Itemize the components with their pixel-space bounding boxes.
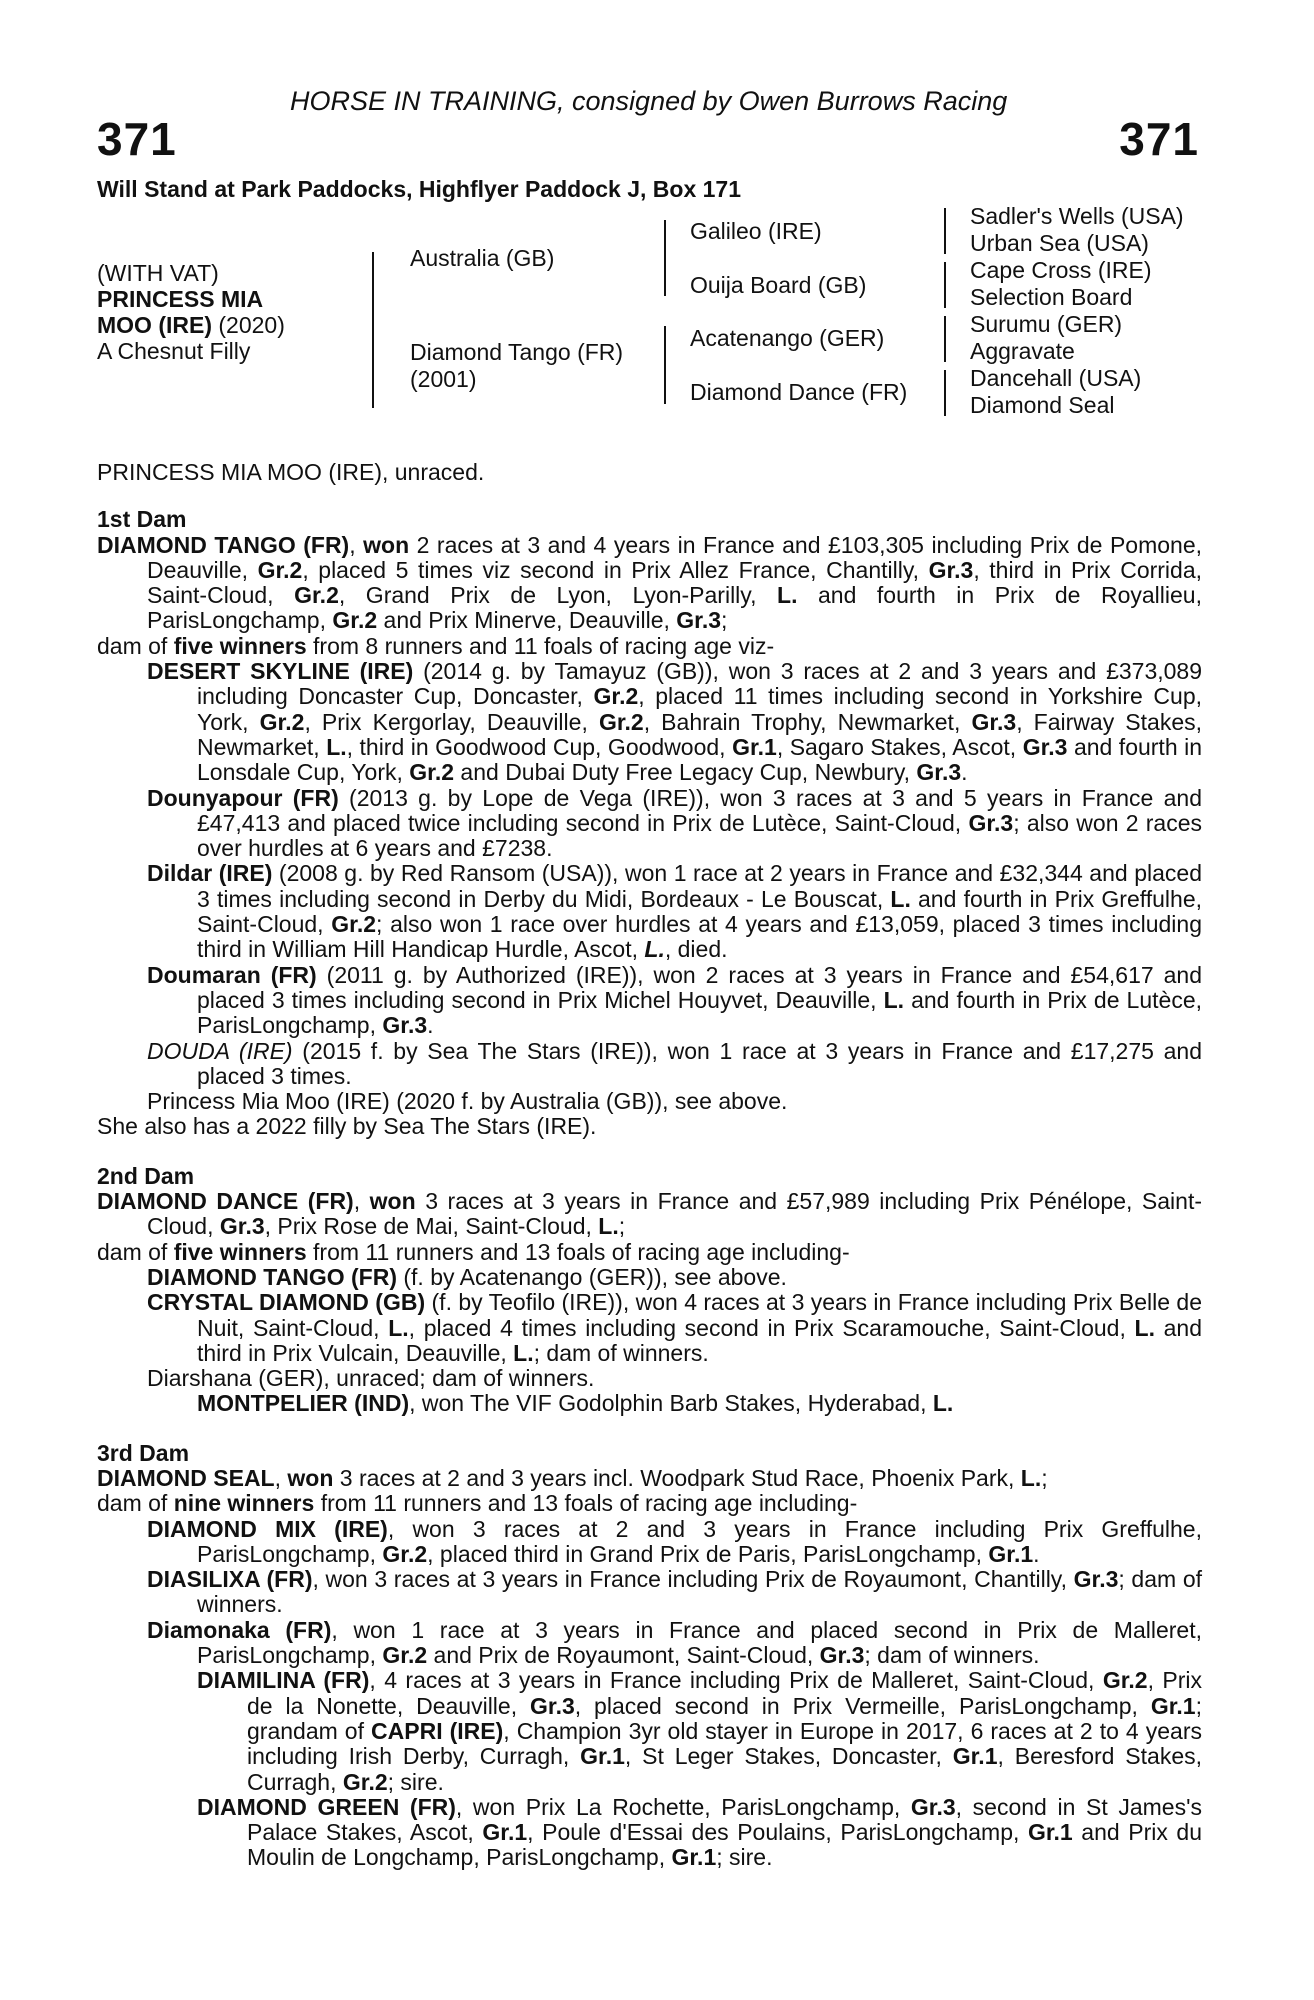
produce-diamonaka: Diamonaka (FR), won 1 race at 3 years in France and placed second in Prix de Malleret, ParisLongchamp, Gr.2 and Prix de Royaumont, Saint-Cloud, Gr.3; dam of winners. <box>147 1616 1202 1669</box>
horse-name-line2: MOO (IRE) (2020) <box>97 312 285 338</box>
produce-diamilina: DIAMILINA (FR), 4 races at 3 years in France including Prix de Malleret, Saint-Cloud, Gr.2, Prix de la Nonette, Deauville, Gr.3, placed second in Prix Vermeille, ParisLongchamp, Gr.1; grandam of CAPRI (IRE), Champion 3yr old stayer in Europe in 2017, 6 races at 2 to 4 years including Irish Derby, Curragh, Gr.1, St Leger Stakes, Doncaster, Gr.1, Beresford Stakes, Curragh, Gr.2; sire. <box>197 1667 1203 1795</box>
produce-douda: DOUDA (IRE) (2015 f. by Sea The Stars (IRE)), won 1 race at 3 years in France and £17,275 and placed 3 times. <box>147 1037 1202 1089</box>
produce-diarshana: Diarshana (GER), unraced; dam of winners. <box>147 1365 595 1392</box>
first-dam-entry: DIAMOND TANGO (FR), won 2 races at 3 and 4 years in France and £103,305 including Prix de Pomone, Deauville, Gr.2, placed 5 times viz second in Prix Allez France, Chantilly, Gr.3, third in Prix Corrida, Saint-Cloud, Gr.2, Grand Prix de Lyon, Lyon-Parilly, L. and fourth in Prix de Royallieu, ParisLongchamp, Gr.2 and Prix Minerve, Deauville, Gr.3; <box>97 531 1203 634</box>
first-dam-heading: 1st Dam <box>97 506 187 533</box>
consignor-heading: HORSE IN TRAINING, consigned by Owen Burrows Racing <box>290 86 1008 116</box>
ggdam-1: Urban Sea (USA) <box>970 230 1149 256</box>
produce-2022-filly: She also has a 2022 filly by Sea The Stars (IRE). <box>97 1113 597 1140</box>
produce-diasilixa: DIASILIXA (FR), won 3 races at 3 years in France including Prix de Royaumont, Chantilly, Gr.3; dam of winners. <box>147 1566 1202 1618</box>
horse-description: A Chesnut Filly <box>97 338 251 364</box>
sire: Australia (GB) <box>410 245 555 271</box>
produce-diamond-tango: DIAMOND TANGO (FR) (f. by Acatenango (GER)), see above. <box>147 1263 787 1290</box>
catalogue-body <box>97 460 1202 1871</box>
produce-doumaran: Doumaran (FR) (2011 g. by Authorized (IRE)), won 2 races at 3 years in France and £54,617 and placed 3 times including second in Prix Michel Houyvet, Deauville, L. and fourth in Prix de Lutèce, ParisLongchamp, Gr.3. <box>147 961 1203 1039</box>
brace-g3 <box>944 316 946 362</box>
dam-dam: Diamond Dance (FR) <box>690 379 908 405</box>
produce-crystal-diamond: CRYSTAL DIAMOND (GB) (f. by Teofilo (IRE)), won 4 races at 3 years in France including Prix Belle de Nuit, Saint-Cloud, L., placed 4 times including second in Prix Scaramouche, Saint-Cloud, L. and third in Prix Vulcain, Deauville, L.; dam of winners. <box>147 1289 1203 1366</box>
produce-diamond-mix: DIAMOND MIX (IRE), won 3 races at 2 and 3 years in France including Prix Greffulhe, ParisLongchamp, Gr.2, placed third in Grand Prix de Paris, ParisLongchamp, Gr.1. <box>147 1515 1202 1567</box>
sire-dam-brace <box>372 252 374 408</box>
produce-dounyapour: Dounyapour (FR) (2013 g. by Lope de Vega (IRE)), won 3 races at 3 and 5 years in France and £47,413 and placed twice including second in Prix de Lutèce, Saint-Cloud, Gr.3; also won 2 races over hurdles at 6 years and £7238. <box>147 784 1203 862</box>
lot-number-right: 371 <box>1119 113 1199 165</box>
produce-dildar: Dildar (IRE) (2008 g. by Red Ransom (USA)), won 1 race at 2 years in France and £32,344 and placed 3 times including second in Derby du Midi, Bordeaux - Le Bouscat, L. and fourth in Prix Greffulhe, Saint-Cloud, Gr.2; also won 1 race over hurdles at 4 years and £13,059, placed 3 times including third in William Hill Handicap Hurdle, Ascot, L., died. <box>147 860 1202 963</box>
sire-dam: Ouija Board (GB) <box>690 272 867 298</box>
produce-desert-skyline: DESERT SKYLINE (IRE) (2014 g. by Tamayuz (GB)), won 3 races at 2 and 3 years and £373,089 including Doncaster Cup, Doncaster, Gr.2, placed 11 times including second in Yorkshire Cup, York, Gr.2, Prix Kergorlay, Deauville, Gr.2, Bahrain Trophy, Newmarket, Gr.3, Fairway Stakes, Newmarket, L., third in Goodwood Cup, Goodwood, Gr.1, Sagaro Stakes, Ascot, Gr.3 and fourth in Lonsdale Cup, York, Gr.2 and Dubai Duty Free Legacy Cup, Newbury, Gr.3. <box>147 658 1203 786</box>
ggsire-4: Dancehall (USA) <box>970 365 1142 391</box>
stand-location: Will Stand at Park Paddocks, Highflyer Paddock J, Box 171 <box>97 176 741 202</box>
ggdam-3: Aggravate <box>970 338 1075 364</box>
produce-montpelier: MONTPELIER (IND), won The VIF Godolphin Barb Stakes, Hyderabad, L. <box>197 1390 954 1417</box>
brace-g1 <box>944 208 946 254</box>
third-dam-entry: DIAMOND SEAL, won 3 races at 2 and 3 years incl. Woodpark Stud Race, Phoenix Park, L.; <box>97 1464 1048 1491</box>
third-dam-produce: dam of nine winners from 11 runners and 13 foals of racing age including- <box>97 1490 858 1517</box>
unraced-note: PRINCESS MIA MOO (IRE), unraced. <box>97 459 485 485</box>
sire-sire: Galileo (IRE) <box>690 218 822 244</box>
ggdam-4: Diamond Seal <box>970 392 1115 418</box>
brace-g2 <box>944 262 946 308</box>
vat-note: (WITH VAT) <box>97 260 219 286</box>
second-dam-heading: 2nd Dam <box>97 1162 195 1189</box>
second-dam-produce: dam of five winners from 11 runners and 13 foals of racing age including- <box>97 1238 850 1265</box>
dam-year: (2001) <box>410 366 477 392</box>
horse-name: PRINCESS MIA <box>97 286 264 312</box>
dam-sire: Acatenango (GER) <box>690 325 885 351</box>
ggdam-2: Selection Board <box>970 284 1133 310</box>
second-dam-entry: DIAMOND DANCE (FR), won 3 races at 3 years in France and £57,989 including Prix Pénélope, Saint-Cloud, Gr.3, Prix Rose de Mai, Saint-Cloud, L.; <box>97 1188 1202 1240</box>
lot-number-left: 371 <box>97 113 177 165</box>
third-dam-heading: 3rd Dam <box>97 1439 190 1466</box>
dam-line-brace <box>664 326 666 404</box>
produce-diamond-green: DIAMOND GREEN (FR), won Prix La Rochette, ParisLongchamp, Gr.3, second in St James's Palace Stakes, Ascot, Gr.1, Poule d'Essai des Poulains, ParisLongchamp, Gr.1 and Prix du Moulin de Longchamp, ParisLongchamp, Gr.1; sire. <box>197 1793 1203 1871</box>
produce-princess-mia-moo: Princess Mia Moo (IRE) (2020 f. by Australia (GB)), see above. <box>147 1088 788 1115</box>
first-dam-produce: dam of five winners from 8 runners and 11 foals of racing age viz- <box>97 632 775 659</box>
ggsire-1: Sadler's Wells (USA) <box>970 203 1184 229</box>
ggsire-3: Surumu (GER) <box>970 311 1123 337</box>
brace-g4 <box>944 370 946 416</box>
sire-line-brace <box>664 220 666 296</box>
dam: Diamond Tango (FR) <box>410 339 624 365</box>
ggsire-2: Cape Cross (IRE) <box>970 257 1152 283</box>
